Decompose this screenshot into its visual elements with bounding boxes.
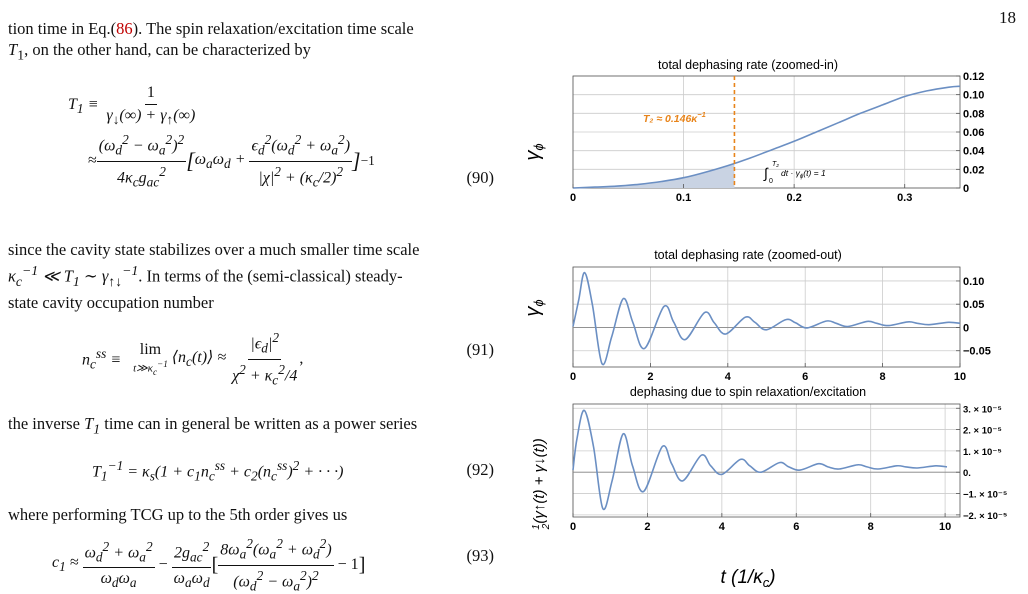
integral-text	[781, 168, 826, 180]
ylabel-sub: ϕ	[531, 299, 546, 307]
equation-93	[52, 536, 365, 594]
y-tick-label: 3. × 10⁻⁵	[963, 404, 1002, 416]
xlabel-sub: c	[762, 575, 770, 590]
x-tick-label: 10	[938, 521, 952, 533]
math: $c_1$ ≈	[52, 554, 83, 575]
text: where performing TCG up to the 5th order gives us	[8, 505, 348, 524]
panel3-title: dephasing due to spin relaxation/excitation	[629, 385, 867, 399]
math-sub: 1	[17, 47, 25, 63]
integral-text-sub: ϕ	[799, 174, 804, 180]
figure-svg	[522, 52, 1025, 590]
y-tick-label: −2. × 10⁻⁵	[963, 510, 1008, 522]
math-symbol: T	[8, 40, 18, 59]
math: ≪ T	[38, 266, 73, 286]
y-tick-label: 1. × 10⁻⁵	[963, 446, 1002, 458]
math: $\omega_a\omega_d$ +	[194, 150, 250, 171]
text-column	[8, 0, 500, 594]
panel2-plot	[570, 267, 991, 383]
equation-number-91: (91)	[466, 340, 494, 359]
y-tick-label: 0.	[963, 468, 971, 480]
series-line	[573, 410, 947, 509]
text: , on the other hand, can be characterized by	[24, 40, 311, 59]
equation-92: $T_1^{-1} = \kappa_s(1 + c_1n_c^{ss} + c_2(n_c^{ss})^2$ + · · ·)	[92, 458, 344, 484]
math: −1	[360, 153, 375, 169]
numerator: 1	[145, 84, 157, 105]
y-tick-label: 0.04	[963, 145, 985, 158]
numerator: $|\epsilon_d|^2$	[248, 330, 281, 360]
y-tick-label: 0	[963, 322, 970, 335]
paragraph-3	[8, 413, 498, 439]
panel3-ylabel	[531, 438, 552, 530]
x-tick-label: 0.2	[786, 192, 802, 204]
math: $⟨n_c(t)⟩$ ≈	[167, 349, 231, 370]
bracket: ]	[352, 148, 361, 174]
y-tick-label: 0.08	[963, 108, 985, 121]
numerator: $\epsilon_d^2(\omega_d^2 + \omega_a^2)$	[249, 132, 352, 162]
x-tick-label: 2	[644, 521, 651, 533]
equation-91	[82, 330, 303, 388]
fraction	[249, 132, 352, 190]
t2-label	[643, 110, 706, 125]
panel1-ylabel	[522, 143, 546, 160]
text: ). The spin relaxation/excitation time scale	[132, 19, 414, 38]
t2-label-main: T₂ ≈ 0.146κ	[643, 113, 698, 125]
x-tick-label: 2	[647, 371, 654, 383]
eq90-line2	[88, 132, 375, 190]
y-tick-label: 0.02	[963, 164, 985, 177]
x-tick-label: 0.1	[675, 192, 692, 204]
math: κ	[8, 266, 16, 286]
math: ≈	[88, 152, 97, 170]
panel3-xlabel	[720, 567, 775, 590]
text: tion time in Eq.(	[8, 19, 117, 38]
paragraph-4	[8, 504, 498, 525]
ylabel-symbol: γ	[522, 150, 544, 161]
bracket: ]	[358, 553, 366, 576]
equation-90	[68, 84, 375, 190]
equation-ref-86[interactable]: 86	[116, 19, 133, 38]
numerator: $2g_{ac}^2$	[172, 539, 211, 569]
eq90-line1	[68, 84, 375, 128]
ylabel-frac-num: 1	[531, 524, 542, 530]
shaded-area	[573, 163, 734, 188]
fraction	[230, 330, 299, 388]
math: lim	[139, 341, 162, 359]
x-tick-label: 0	[569, 371, 577, 383]
paragraph-1	[8, 18, 498, 65]
x-tick-label: 0	[569, 192, 577, 204]
denominator: $(\omega_d^2 - \omega_a^2)^2$	[233, 567, 319, 594]
x-tick-label: 8	[879, 371, 886, 383]
math: − 1	[333, 556, 359, 574]
y-tick-label: 0.12	[963, 71, 985, 83]
integral-text-tail: (t) = 1	[803, 168, 826, 178]
y-tick-label: 0.05	[963, 299, 985, 312]
equation-number-93: (93)	[466, 546, 494, 565]
denominator: $|\chi|^2 + (\kappa_c/2)^2$	[258, 163, 344, 190]
x-tick-label: 6	[793, 521, 800, 533]
integral-lower: 0	[769, 178, 773, 185]
fraction	[97, 132, 186, 190]
math: $n_c^{ss}$ ≡	[82, 345, 134, 372]
math: $T_1$	[84, 414, 101, 437]
integral-text-main: dt · γ	[781, 168, 800, 178]
limit	[133, 341, 168, 377]
ylabel-frac-den: 2	[541, 523, 552, 530]
x-tick-label: 8	[867, 521, 874, 533]
text: the inverse	[8, 414, 85, 433]
fraction	[83, 539, 155, 592]
denominator: $\chi^2 + \kappa_c^2/4$	[232, 361, 298, 388]
panel2-ylabel	[522, 299, 546, 316]
integral-sign: ∫	[764, 165, 768, 181]
text: since the cavity state stabilizes over a much smaller time scale	[8, 240, 420, 259]
numerator: $8\omega_a^2(\omega_a^2 + \omega_d^2)$	[218, 536, 333, 566]
equation-number-90: (90)	[466, 168, 494, 187]
figure	[522, 52, 1025, 590]
fraction	[218, 536, 333, 594]
y-tick-label: −0.05	[963, 345, 991, 358]
denominator: $\omega_a\omega_d$	[173, 570, 210, 591]
ylabel-main: (γ↑(t) + γ↓(t))	[531, 438, 548, 524]
y-tick-label: 0.10	[963, 275, 985, 288]
fraction	[172, 539, 212, 592]
panel3-ylabel-text	[531, 438, 552, 530]
denominator: $4\kappa_cg_{ac}^2$	[117, 163, 166, 190]
text: state cavity occupation number	[8, 292, 214, 312]
math: $t≫\kappa_c^{-1}$	[133, 359, 168, 377]
math: ∼ γ	[79, 266, 109, 286]
equation-number-92: (92)	[466, 460, 494, 479]
denominator: $\gamma_↓(\infty) + \gamma_↑(\infty)$	[106, 107, 196, 128]
math: $T_1$ ≡	[68, 95, 99, 116]
panel3-plot	[570, 404, 1007, 533]
numerator: $(\omega_d^2 - \omega_a^2)^2$	[97, 132, 186, 162]
text: . In terms of the (semi-classical) steady-	[138, 266, 403, 286]
x-tick-label: 0.3	[897, 192, 913, 204]
panel2-title: total dephasing rate (zoomed-out)	[654, 248, 842, 262]
y-tick-label: 2. × 10⁻⁵	[963, 425, 1002, 437]
x-tick-label: 6	[802, 371, 809, 383]
panel1-title: total dephasing rate (zoomed-in)	[658, 58, 838, 72]
xlabel-tail: )	[769, 567, 776, 588]
math: −	[154, 556, 172, 574]
denominator: $\omega_d\omega_a$	[100, 570, 137, 591]
y-tick-label: 0.10	[963, 89, 985, 102]
bracket: [	[211, 553, 219, 576]
numerator: $\omega_d^2 + \omega_a^2$	[83, 539, 155, 569]
ylabel-sub: ϕ	[531, 143, 546, 151]
integral-upper: T₂	[772, 161, 779, 168]
text: $\kappa_c^{-1}$ ≪ $T_1$ ∼ $\gamma_{↑↓}^{-1}$. In terms of the (semi-classical) steady-	[8, 263, 403, 289]
fraction	[104, 84, 197, 128]
paragraph-2	[8, 239, 498, 313]
y-tick-label: 0	[963, 183, 970, 195]
y-tick-label: −1. × 10⁻⁵	[963, 489, 1008, 501]
x-tick-label: 0	[569, 521, 577, 533]
xlabel-main: t (1/κ	[720, 567, 763, 588]
bracket: [	[186, 148, 195, 174]
math: ,	[299, 350, 304, 368]
ylabel-symbol: γ	[522, 306, 544, 317]
t2-label-sup: −1	[697, 110, 706, 119]
x-tick-label: 4	[718, 521, 725, 533]
x-tick-label: 4	[724, 371, 731, 383]
panel1-plot	[570, 71, 985, 204]
page-number: 18	[999, 8, 1016, 27]
text: time can in general be written as a power series	[100, 414, 418, 433]
y-tick-label: 0.06	[963, 127, 985, 139]
x-tick-label: 10	[953, 371, 967, 383]
